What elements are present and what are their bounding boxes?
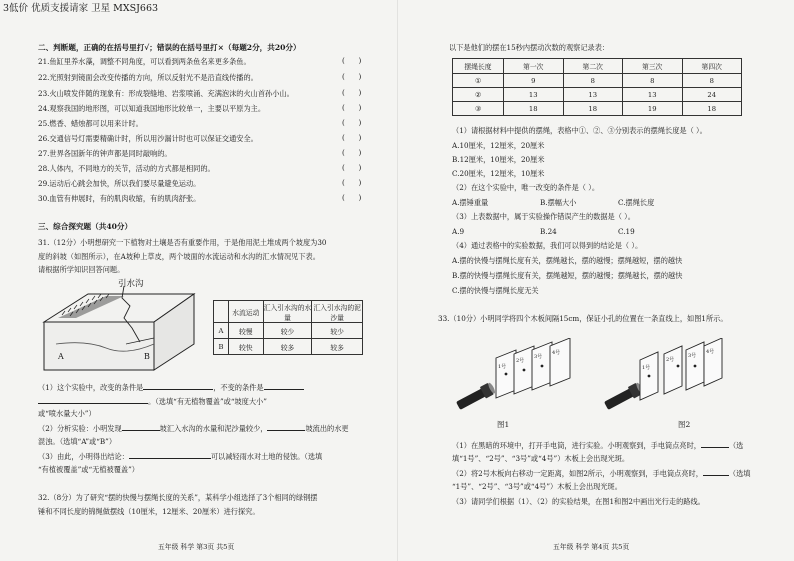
table-row	[453, 102, 742, 116]
table-row	[214, 339, 363, 355]
table-header: 汇入引水沟的泥沙量	[312, 301, 363, 323]
list-item: 29.运动后心跳会加快，所以我们要尽量避免运动。	[38, 179, 201, 188]
table-cell: 13	[504, 88, 564, 102]
table-row	[453, 88, 742, 102]
q33-part3: （3）请同学们根据（1）、（2）的实验结果，在图1和图2中画出光行走的路线。	[452, 497, 705, 506]
option[interactable]: B.24	[540, 227, 557, 236]
blank-fixed-condition-cont[interactable]	[38, 396, 148, 404]
table-cell: 较少	[263, 323, 312, 339]
list-item: 30.血管有伸展时，有的肌肉收缩，有的肌肉舒张。	[38, 194, 201, 203]
q31-part1-line2: 。（选填“有无植物覆盖”或“坡度大小”	[38, 396, 267, 406]
q31-part3-line2: “有植被覆盖”或“无植被覆盖”）	[38, 465, 139, 474]
board-label-2: 2号	[516, 358, 525, 364]
list-item: 28.人体内，不同地方的关节，活动的方式都是相同的。	[38, 164, 215, 173]
board-label-2: 2号	[666, 357, 675, 363]
table-cell: 较慢	[228, 323, 263, 339]
record-table-intro: 以下是他们的摆在15秒内摆动次数的观察记录表：	[449, 43, 610, 52]
blank-slope-muddy[interactable]	[267, 423, 305, 431]
table-cell: ③	[453, 102, 504, 116]
footer-left: 五年级 科学 第3页 共5页	[158, 543, 235, 551]
section2-title: 二、判断题，正确的在括号里打√；错误的在括号里打×（每题2分，共20分）	[38, 43, 301, 52]
q31-part1: （1）这个实验中，改变的条件是 ，不变的条件是	[38, 382, 304, 392]
table-cell: ①	[453, 74, 504, 88]
slope-diagram	[36, 279, 206, 380]
q32-intro-1: 32.（8分）为了研究“摆的快慢与摆绳长度的关系”，某科学小组选择了3个相同的绿钢摆	[38, 493, 318, 502]
table-cell: 较多	[312, 339, 363, 355]
table-header: 第三次	[623, 59, 683, 74]
figure-1-flashlight-boards	[452, 338, 592, 418]
blank-fixed-condition[interactable]	[264, 382, 304, 390]
table-cell: 18	[504, 102, 564, 116]
pendulum-table	[452, 58, 742, 116]
table-header: 摆绳长度	[453, 59, 504, 74]
q32-part2: （2）在这个实验中，唯一改变的条件是（ ）。	[452, 183, 600, 192]
option[interactable]: C.摆绳长度	[618, 198, 655, 207]
q33-part1-line2: 填“1号”、“2号”、“3号”或“4号”）木板上会出现光斑。	[452, 454, 630, 463]
option[interactable]: C.19	[618, 227, 635, 236]
q31-part2: （2）分析实验：小明发现 坡汇入水沟的水量和泥沙量较少， 坡流出的水更	[38, 424, 349, 433]
q32-part4: （4）通过表格中的实验数据，我们可以得到的结论是（ ）。	[452, 241, 643, 250]
ditch-label: 引水沟	[118, 279, 144, 289]
section3-title: 三、综合探究题（共40分）	[38, 222, 133, 231]
table-cell: 13	[623, 88, 683, 102]
option[interactable]: B.摆幅大小	[540, 198, 577, 207]
page-gutter	[397, 0, 398, 561]
blank-slope-less[interactable]	[122, 423, 160, 431]
table-cell: 13	[563, 88, 623, 102]
table-cell: 18	[682, 102, 742, 116]
list-item: 21.鱼缸里养水藻，调整不同角度，可以看到两条鱼名来更多条鱼。	[38, 57, 251, 66]
board-label-3: 3号	[534, 354, 543, 360]
figure-2-caption: 图2	[678, 420, 691, 429]
q31-intro-2: 度的斜坡（如图所示），在A坡种上草皮，两个坡面的水流运动和水沟的汇水情况见下表。	[38, 252, 320, 261]
option[interactable]: A.摆锤重量	[452, 198, 489, 207]
table-cell: 19	[623, 102, 683, 116]
q32-intro-2: 锤和不同长度的锦绳做摆线（10厘米，12厘米、20厘米）进行探究。	[38, 507, 260, 516]
board-label-1: 1号	[498, 364, 507, 370]
q32-part3: （3）上表数据中，属于实验操作错误产生的数据是（ ）。	[452, 212, 635, 221]
q31-part3: （3）由此，小明得出结论： 可以减轻雨水对土地的侵蚀。（选填	[38, 452, 323, 461]
list-item: 22.光照射到镜面会改变传播的方向，所以反射光不是沿直线传播的。	[38, 73, 258, 82]
blank-changed-condition[interactable]	[143, 382, 213, 390]
table-cell: 8	[623, 74, 683, 88]
list-item: 24.观察我国的地形图，可以知道我国地形比较单一，主要以平原为主。	[38, 104, 266, 113]
footer-right: 五年级 科学 第4页 共5页	[553, 543, 630, 551]
table-cell: 9	[504, 74, 564, 88]
q31-part1-line3: 或“喷水量大小”）	[38, 409, 96, 418]
blank-board-spot-2[interactable]	[703, 468, 729, 476]
table-header: 汇入引水沟的水量	[263, 301, 312, 323]
table-header: 第二次	[563, 59, 623, 74]
table-cell: A	[214, 323, 229, 339]
table-header: 第一次	[504, 59, 564, 74]
board-label-1: 1号	[642, 365, 651, 371]
table-row	[453, 74, 742, 88]
slope-label-a: A	[58, 352, 64, 361]
board-label-4: 4号	[706, 349, 715, 355]
table-cell: B	[214, 339, 229, 355]
table-cell: 较快	[228, 339, 263, 355]
header-watermark: 3低价 优质支援请家 卫星 MXSJ663	[3, 3, 159, 14]
option[interactable]: B.12厘米，10厘米，20厘米	[452, 155, 545, 164]
q31-intro-1: 31.（12分）小明想研究一下植物对土壤是否有重要作用，于是他用泥土堆成两个坡度为30	[38, 238, 327, 247]
list-item: 25.燃香、蜡烛都可以用来计时。	[38, 119, 143, 128]
table-cell: ②	[453, 88, 504, 102]
table-header: 第四次	[682, 59, 742, 74]
board-label-4: 4号	[552, 350, 561, 356]
list-item: 26.交通信号灯需要精确计时，所以用沙漏计时也可以保证交通安全。	[38, 134, 258, 143]
blank-board-spot-1[interactable]	[701, 440, 729, 448]
option[interactable]: B.摆的快慢与摆绳长度有关，摆绳越短，摆的越慢；摆绳越长，摆的越快	[452, 271, 683, 280]
figure-1-caption: 图1	[497, 420, 510, 429]
option[interactable]: C.摆的快慢与摆绳长度无关	[452, 286, 539, 295]
table-cell: 24	[682, 88, 742, 102]
q33-intro: 33.（10分）小明同学将四个木板间隔15cm，保证小孔的位置在一条直线上，如图1所示。	[438, 314, 728, 323]
blank-conclusion[interactable]	[129, 451, 211, 459]
option[interactable]: A.10厘米，12厘米，20厘米	[452, 141, 545, 150]
table-cell: 较少	[312, 323, 363, 339]
option[interactable]: C.20厘米，12厘米，10厘米	[452, 169, 545, 178]
q33-part2-line2: “1号”、“2号”、“3号”或“4号”）木板上会出现光斑。	[452, 482, 622, 491]
board-label-3: 3号	[688, 353, 697, 359]
table-cell: 18	[563, 102, 623, 116]
option[interactable]: A.摆的快慢与摆绳长度有关，摆绳越长，摆的越慢；摆绳越短，摆的越快	[452, 256, 683, 265]
q33-part1: （1）在黑暗的环境中，打开手电筒，进行实验。小明观察到，手电筒点亮时， （选	[452, 441, 744, 450]
slope-label-b: B	[144, 352, 150, 361]
option[interactable]: A.9	[452, 227, 465, 236]
table-cell: 较多	[263, 339, 312, 355]
q31-intro-3: 请根据所学知识回答问题。	[38, 265, 125, 274]
table-header: 水流运动	[228, 301, 263, 323]
slope-results-table	[213, 300, 363, 355]
list-item: 23.火山喷发伴随的现象有：形成裂缝地、岩浆喷涌、充满泡沫的火山首孙小山。	[38, 89, 294, 98]
figure-2-flashlight-boards	[600, 338, 740, 418]
table-cell: 8	[682, 74, 742, 88]
q32-part1: （1）请根据材料中提供的摆绳，表格中①、②、③分别表示的摆绳长度是（ ）。	[452, 126, 707, 135]
q31-part2-line2: 混浊。（选填“A”或“B”）	[38, 437, 117, 446]
list-item: 27.世界各国新年的钟声都是同时敲响的。	[38, 149, 172, 158]
table-cell: 8	[563, 74, 623, 88]
q33-part2: （2）将2号木板向右移动一定距离，如图2所示，小明观察到，手电筒点亮时， （选填	[452, 469, 751, 478]
table-header	[214, 301, 229, 323]
table-row	[214, 323, 363, 339]
